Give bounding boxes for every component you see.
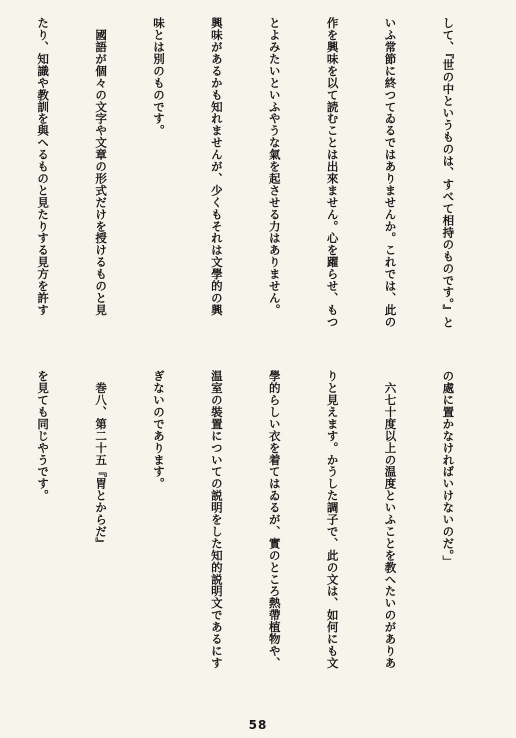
upper-text-block (20, 17, 496, 345)
text-line: 巻八、第二十五『胃とからだ』 (94, 370, 109, 550)
text-line: 温室の裝置についての説明をした知的説明文であるにす (209, 370, 224, 669)
text-line: 六七十度以上の温度といふことを教へたいのがありあ (383, 370, 398, 669)
text-line: の處に置かなければいけないのだ。」 (441, 370, 456, 568)
text-line: 國語が個々の文字や文章の形式だけを授けるものと見 (94, 17, 109, 316)
text-line: 味とは別のものです。 (151, 17, 166, 137)
page-number: 58 (248, 718, 268, 732)
text-line: とよみたいといふやうな氣を起させる力はありません。 (267, 17, 282, 316)
text-line: を見ても同じやうです。 (36, 370, 51, 502)
text-line: 學的らしい衣を着てはゐるが、實のところ熱帶植物や、 (267, 370, 282, 669)
text-line: 作を興味を以て読むことは出來ません。心を躍らせ、もつ (325, 17, 340, 328)
text-line: りと見えます。かうした調子で、此の文は、如何にも文 (325, 370, 340, 669)
text-line: たり、知識や教訓を與へるものと見たりする見方を許す (36, 17, 51, 316)
text-line: して、『世の中というものは、すべて相持のものです。』と (441, 17, 456, 329)
lower-text-block (20, 370, 496, 697)
text-line: ぎないのであります。 (151, 370, 166, 490)
text-line: いふ常節に終つてゐるではありませんか。これでは、此の (383, 17, 398, 328)
text-line: 興味があるかも知れませんが、少くもそれは文學的の興 (209, 17, 224, 316)
